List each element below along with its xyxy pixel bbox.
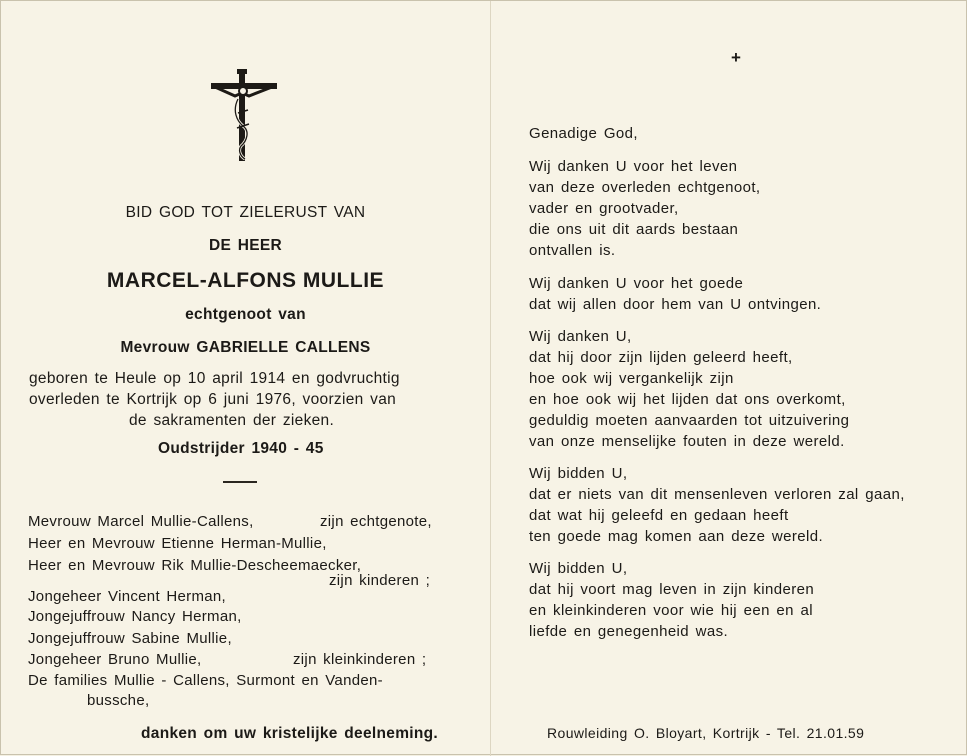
- family-member: Jongejuffrouw Sabine Mullie,: [28, 630, 232, 647]
- family-member: Mevrouw Marcel Mullie-Callens, zijn echtgenote,: [28, 513, 432, 530]
- relation-line: echtgenoot van: [185, 306, 306, 323]
- family-member: De families Mullie - Callens, Surmont en Vanden-: [28, 672, 383, 689]
- cross-icon: +: [731, 48, 741, 67]
- family-member: Heer en Mevrouw Rik Mullie-Descheemaecker,: [28, 557, 362, 574]
- family-member: Jongeheer Bruno Mullie, zijn kleinkinderen ;: [28, 651, 427, 668]
- prayer-line: Wij bidden U,: [529, 465, 628, 482]
- prayer-line: Wij danken U,: [529, 328, 632, 345]
- prayer-line: en hoe ook wij het lijden dat ons overkomt,: [529, 391, 846, 408]
- bio-line: de sakramenten der zieken.: [129, 412, 335, 429]
- prayer-line: van onze menselijke fouten in deze wereld.: [529, 433, 845, 450]
- funeral-home-footer: Rouwleiding O. Bloyart, Kortrijk - Tel. 21.01.59: [547, 725, 865, 741]
- prayer-line: Wij danken U voor het goede: [529, 275, 744, 292]
- bio-line: overleden te Kortrijk op 6 juni 1976, voorzien van: [29, 391, 397, 408]
- closing-line: danken om uw kristelijke deelneming.: [141, 725, 439, 742]
- crucifix-icon: [210, 69, 278, 164]
- prayer-line: van deze overleden echtgenoot,: [529, 179, 761, 196]
- title-line: DE HEER: [208, 237, 282, 254]
- prayer-line: ten goede mag komen aan deze wereld.: [529, 528, 824, 545]
- divider: [223, 481, 257, 483]
- family-member: bussche,: [87, 692, 150, 709]
- prayer-line: dat er niets van dit mensenleven verloren zal gaan,: [529, 486, 905, 503]
- fold-line: [490, 1, 491, 756]
- veteran-line: Oudstrijder 1940 - 45: [158, 440, 324, 457]
- prayer-line: dat wij allen door hem van U ontvingen.: [529, 296, 822, 313]
- prayer-line: Wij danken U voor het leven: [529, 158, 738, 175]
- bio-line: geboren te Heule op 10 april 1914 en godvruchtig: [29, 370, 400, 387]
- prayer-line: dat wat hij geleefd en gedaan heeft: [529, 507, 789, 524]
- prayer-line: Genadige God,: [529, 125, 638, 142]
- family-member: Jongeheer Vincent Herman,: [28, 588, 227, 605]
- prayer-line: dat hij door zijn lijden geleerd heeft,: [529, 349, 793, 366]
- prayer-line: hoe ook wij vergankelijk zijn: [529, 370, 734, 387]
- prayer-line: dat hij voort mag leven in zijn kinderen: [529, 581, 815, 598]
- family-role: zijn kinderen ;: [329, 572, 431, 589]
- spouse-name: Mevrouw GABRIELLE CALLENS: [120, 339, 371, 356]
- deceased-name: MARCEL-ALFONS MULLIE: [106, 269, 385, 292]
- prayer-line: geduldig moeten aanvaarden tot uitzuivering: [529, 412, 850, 429]
- family-member: Heer en Mevrouw Etienne Herman-Mullie,: [28, 535, 327, 552]
- prayer-line: ontvallen is.: [529, 242, 616, 259]
- prayer-line: liefde en genegenheid was.: [529, 623, 729, 640]
- prayer-line: die ons uit dit aards bestaan: [529, 221, 739, 238]
- prayer-line: Wij bidden U,: [529, 560, 628, 577]
- prayer-line: en kleinkinderen voor wie hij een en al: [529, 602, 813, 619]
- prayer-line: vader en grootvader,: [529, 200, 679, 217]
- family-member: Jongejuffrouw Nancy Herman,: [28, 608, 242, 625]
- prayer-heading: BID GOD TOT ZIELERUST VAN: [125, 204, 366, 221]
- left-panel: [1, 1, 490, 756]
